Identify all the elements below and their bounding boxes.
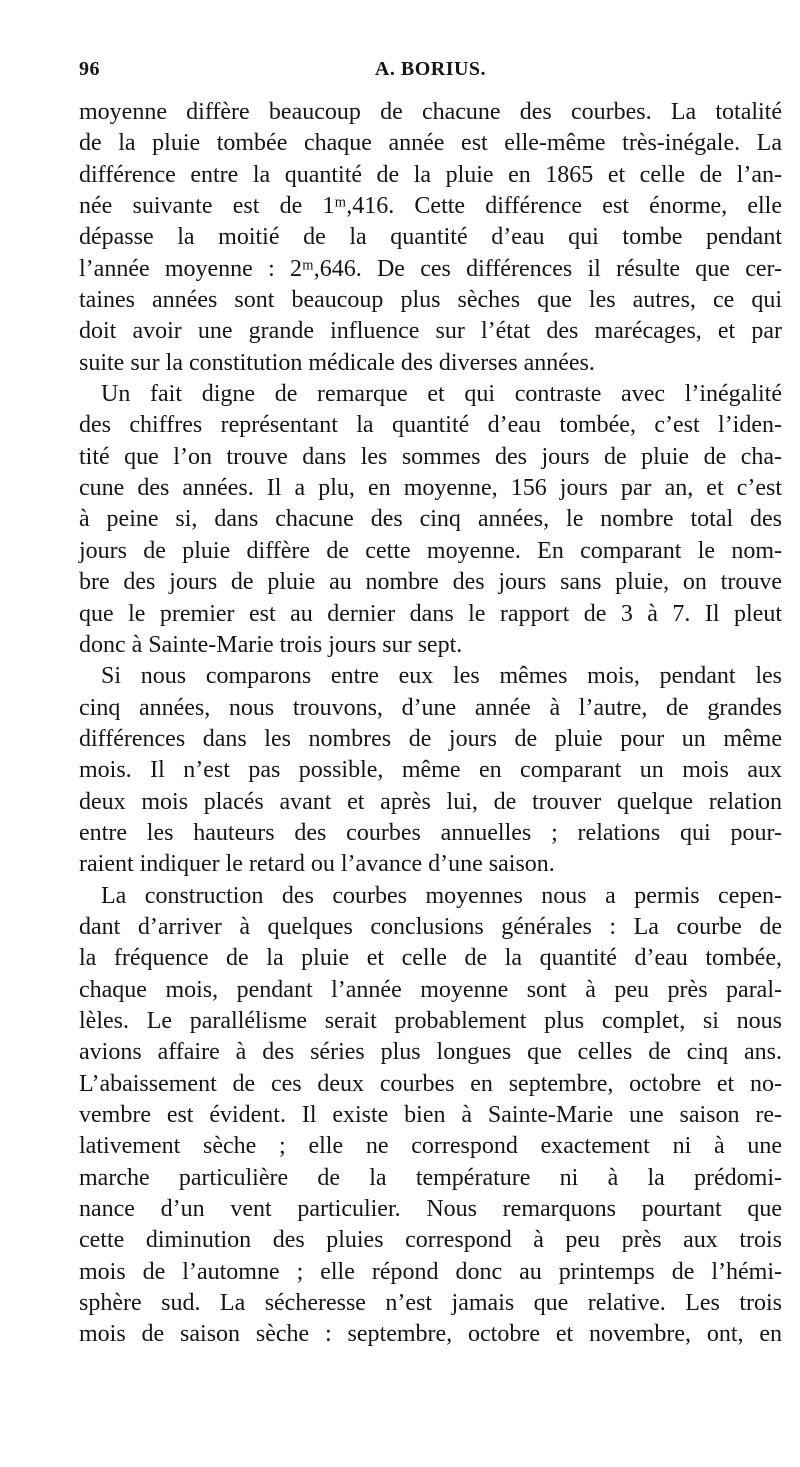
text-line: donc à Sainte-Marie trois jours sur sept. xyxy=(79,631,463,658)
text-line: à peine si, dans chacune des cinq années, le nombre total des xyxy=(79,506,782,533)
text-line: entre les hauteurs des courbes annuelles ; relations qui pour- xyxy=(79,819,782,846)
text-line: des chiffres représentant la quantité d’eau tombée, c’est l’iden- xyxy=(79,412,782,439)
body-text xyxy=(79,97,782,1351)
text-line: de la pluie tombée chaque année est elle-même très-inégale. La xyxy=(79,130,782,157)
text-line: née suivante est de 1ᵐ,416. Cette différence est énorme, elle xyxy=(79,193,782,220)
text-line: bre des jours de pluie au nombre des jours sans pluie, on trouve xyxy=(79,569,782,596)
text-line: deux mois placés avant et après lui, de trouver quelque relation xyxy=(79,788,782,815)
text-line: La construction des courbes moyennes nous a permis cepen- xyxy=(101,882,782,909)
text-line: l’année moyenne : 2ᵐ,646. De ces différences il résulte que cer- xyxy=(79,255,782,282)
text-line: mois de l’automne ; elle répond donc au printemps de l’hémi- xyxy=(79,1258,782,1285)
text-line: sphère sud. La sécheresse n’est jamais que relative. Les trois xyxy=(79,1290,782,1317)
text-line: raient indiquer le retard ou l’avance d’une saison. xyxy=(79,851,555,878)
text-line: cette diminution des pluies correspond à peu près aux trois xyxy=(79,1227,782,1254)
text-line: moyenne diffère beaucoup de chacune des courbes. La totalité xyxy=(79,99,782,125)
text-line: la fréquence de la pluie et celle de la quantité d’eau tombée, xyxy=(79,945,782,972)
text-line: marche particulière de la température ni à la prédomi- xyxy=(79,1164,782,1191)
text-line: lèles. Le parallélisme serait probablement plus complet, si nous xyxy=(79,1007,782,1034)
text-line: cinq années, nous trouvons, d’une année à l’autre, de grandes xyxy=(79,694,782,721)
text-line: Un fait digne de remarque et qui contraste avec l’inégalité xyxy=(101,381,782,408)
text-line: jours de pluie diffère de cette moyenne. En comparant le nom- xyxy=(79,537,782,564)
text-line: L’abaissement de ces deux courbes en septembre, octobre et no- xyxy=(79,1070,782,1097)
text-line: cune des années. Il a plu, en moyenne, 156 jours par an, et c’est xyxy=(79,475,782,502)
text-line: tité que l’on trouve dans les sommes des jours de pluie de cha- xyxy=(79,443,782,470)
running-head xyxy=(79,58,782,88)
page-number: 96 xyxy=(79,58,100,80)
text-line: mois. Il n’est pas possible, même en comparant un mois aux xyxy=(79,757,782,784)
text-line: nance d’un vent particulier. Nous remarquons pourtant que xyxy=(79,1196,782,1223)
text-line: avions affaire à des séries plus longues que celles de cinq ans. xyxy=(79,1039,782,1066)
text-line: que le premier est au dernier dans le rapport de 3 à 7. Il pleut xyxy=(79,600,782,627)
text-line: Si nous comparons entre eux les mêmes mois, pendant les xyxy=(101,663,782,690)
text-line: doit avoir une grande influence sur l’état des marécages, et par xyxy=(79,318,782,345)
text-line: dant d’arriver à quelques conclusions générales : La courbe de xyxy=(79,913,782,940)
text-line: différence entre la quantité de la pluie en 1865 et celle de l’an- xyxy=(79,161,782,188)
text-line: dépasse la moitié de la quantité d’eau qui tombe pendant xyxy=(79,224,782,251)
text-line: lativement sèche ; elle ne correspond exactement ni à une xyxy=(79,1133,782,1160)
running-head-author: A. BORIUS. xyxy=(374,58,487,80)
text-line: vembre est évident. Il existe bien à Sainte-Marie une saison re- xyxy=(79,1102,782,1128)
text-line: chaque mois, pendant l’année moyenne sont à peu près paral- xyxy=(79,976,782,1003)
text-line: différences dans les nombres de jours de pluie pour un même xyxy=(79,725,782,752)
text-line: taines années sont beaucoup plus sèches que les autres, ce qui xyxy=(79,287,782,314)
text-line: suite sur la constitution médicale des diverses années. xyxy=(79,349,595,376)
text-line: mois de saison sèche : septembre, octobre et novembre, ont, en xyxy=(79,1321,782,1348)
